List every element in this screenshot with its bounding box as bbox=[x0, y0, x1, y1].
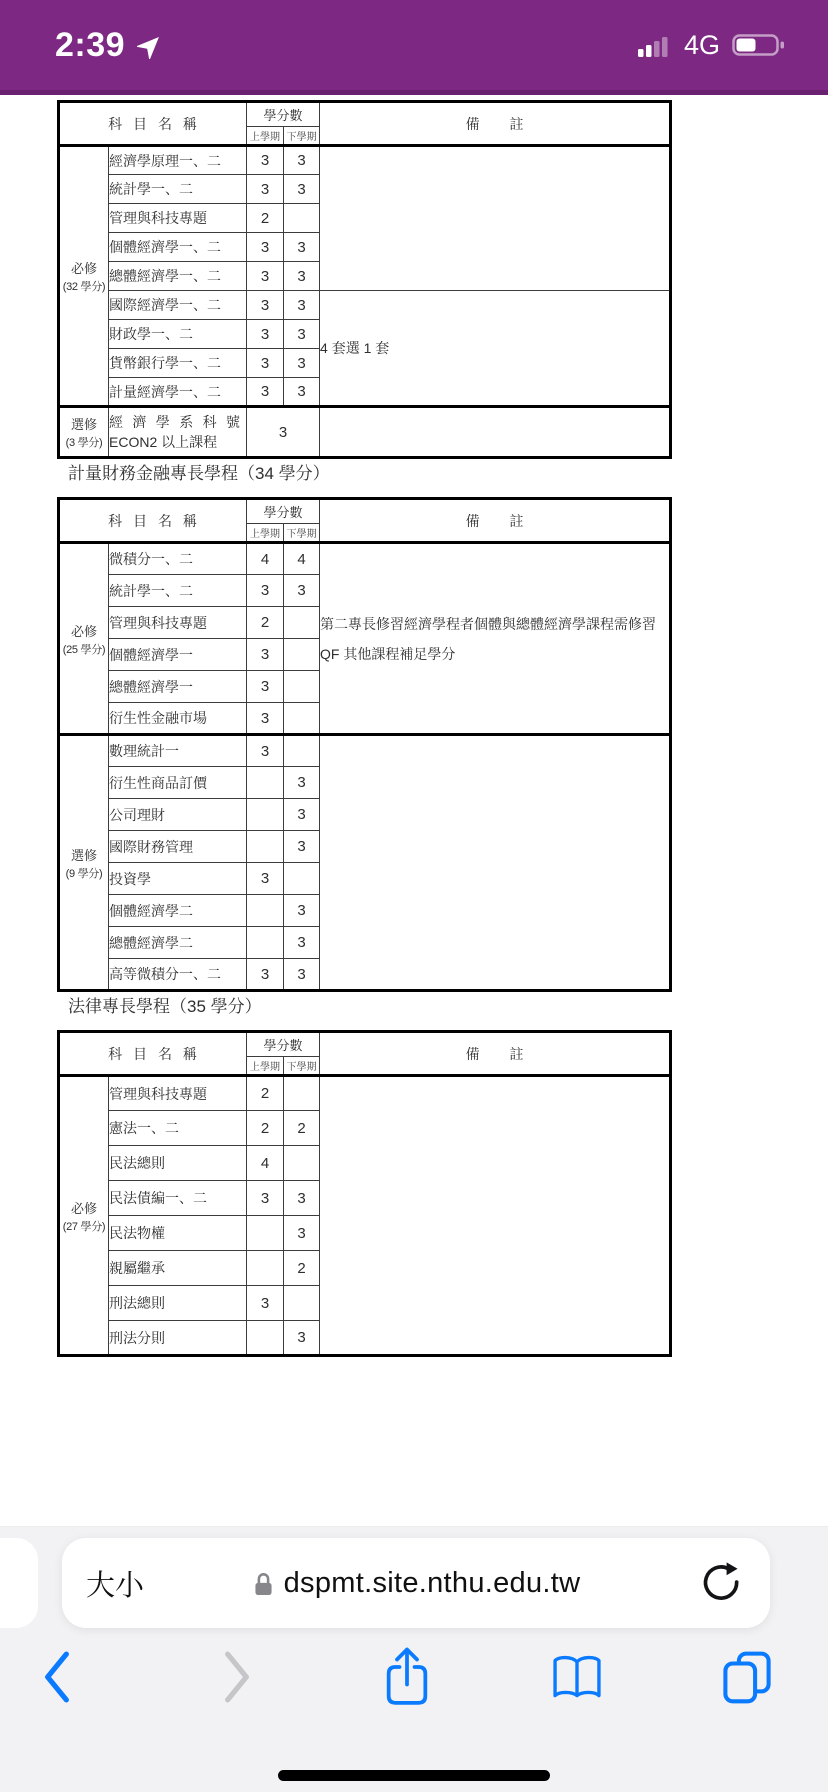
group-label-cell bbox=[59, 543, 109, 735]
group-credit-total: (25 學分) bbox=[62, 643, 106, 656]
header-subject: 科 目 名 稱 bbox=[59, 499, 247, 543]
course-name-cell: 數理統計一 bbox=[109, 735, 247, 767]
table-row bbox=[59, 543, 671, 575]
credit-cell-sem1 bbox=[247, 1251, 284, 1286]
lock-icon bbox=[252, 1569, 275, 1598]
credit-cell-sem1: 3 bbox=[247, 291, 284, 320]
credit-cell-sem1: 2 bbox=[247, 1111, 284, 1146]
header-subject: 科 目 名 稱 bbox=[59, 1032, 247, 1076]
credit-cell-sem1: 2 bbox=[247, 204, 284, 233]
network-type-label: 4G bbox=[683, 29, 720, 60]
header-semester-2: 下學期 bbox=[284, 1057, 320, 1076]
signal-icon bbox=[638, 33, 672, 57]
credit-cell-sem2: 3 bbox=[284, 378, 320, 407]
credit-cell-sem1: 2 bbox=[247, 607, 284, 639]
share-icon bbox=[382, 1645, 432, 1709]
course-name-cell: 經濟學原理一、二 bbox=[109, 146, 247, 175]
bookmarks-icon bbox=[550, 1651, 604, 1703]
forward-icon bbox=[221, 1650, 253, 1704]
forward-button[interactable] bbox=[207, 1645, 267, 1709]
course-name-cell: 公司理財 bbox=[109, 799, 247, 831]
credit-cell-sem2 bbox=[284, 671, 320, 703]
credit-cell-sem1: 3 bbox=[247, 262, 284, 291]
course-name-cell: 民法物權 bbox=[109, 1216, 247, 1251]
header-semester-1: 上學期 bbox=[247, 1057, 284, 1076]
status-bar-right bbox=[638, 30, 788, 61]
credit-cell-sem2: 3 bbox=[284, 233, 320, 262]
course-name-cell: 總體經濟學二 bbox=[109, 927, 247, 959]
course-name-cell: 衍生性商品訂價 bbox=[109, 767, 247, 799]
credit-cell-sem2: 2 bbox=[284, 1251, 320, 1286]
group-label: 選修 bbox=[70, 847, 97, 863]
table-header bbox=[59, 102, 671, 146]
course-name-cell: 管理與科技專題 bbox=[109, 607, 247, 639]
course-name-cell: 總體經濟學一 bbox=[109, 671, 247, 703]
tabs-button[interactable] bbox=[717, 1645, 777, 1709]
course-name-cell: 經 濟 學 系 科 號 ECON2 以上課程 bbox=[109, 407, 247, 458]
credit-cell-sem1: 3 bbox=[247, 146, 284, 175]
clock: 2:39 bbox=[55, 25, 126, 64]
credit-cell-sem2: 3 bbox=[284, 575, 320, 607]
credit-cell-sem2: 3 bbox=[284, 291, 320, 320]
course-name-cell: 管理與科技專題 bbox=[109, 204, 247, 233]
group-credit-total: (3 學分) bbox=[65, 437, 103, 449]
reload-icon bbox=[700, 1561, 744, 1605]
credit-cell-sem1: 3 bbox=[247, 233, 284, 262]
header-semester-1: 上學期 bbox=[247, 524, 284, 543]
group-label: 選修 bbox=[70, 417, 97, 432]
table-header bbox=[59, 499, 671, 543]
credit-cell-sem1: 3 bbox=[247, 1286, 284, 1321]
credit-cell-sem2: 3 bbox=[284, 927, 320, 959]
back-button[interactable] bbox=[27, 1645, 87, 1709]
header-credits: 學分數 bbox=[247, 102, 320, 127]
credit-cell-sem2 bbox=[284, 863, 320, 895]
credit-cell-sem2 bbox=[284, 703, 320, 735]
credit-cell-sem2: 3 bbox=[284, 1321, 320, 1356]
credit-cell-sem2 bbox=[284, 607, 320, 639]
section-title: 法律專長學程（35 學分） bbox=[68, 997, 262, 1016]
credit-cell-sem2: 3 bbox=[284, 767, 320, 799]
back-icon bbox=[41, 1650, 73, 1704]
credit-cell-sem1 bbox=[247, 799, 284, 831]
status-bar-left bbox=[55, 26, 164, 65]
credit-cell-sem1: 3 bbox=[247, 1181, 284, 1216]
credit-cell-sem2: 3 bbox=[284, 1181, 320, 1216]
credit-cell-sem2 bbox=[284, 1146, 320, 1181]
address-bar[interactable] bbox=[62, 1538, 770, 1628]
credit-cell-sem2: 2 bbox=[284, 1111, 320, 1146]
credit-cell-sem1: 3 bbox=[247, 671, 284, 703]
course-name-cell: 貨幣銀行學一、二 bbox=[109, 349, 247, 378]
course-name-cell: 憲法一、二 bbox=[109, 1111, 247, 1146]
course-name-cell: 國際財務管理 bbox=[109, 831, 247, 863]
course-name-cell: 個體經濟學二 bbox=[109, 895, 247, 927]
credit-cell-sem1: 3 bbox=[247, 863, 284, 895]
credit-cell-sem1: 3 bbox=[247, 703, 284, 735]
tabs-icon bbox=[720, 1649, 774, 1705]
credit-cell-sem2: 4 bbox=[284, 543, 320, 575]
group-label-cell bbox=[59, 735, 109, 991]
group-credit-total: (32 學分) bbox=[62, 281, 106, 293]
credit-cell-sem1: 3 bbox=[247, 349, 284, 378]
course-name-cell: 財政學一、二 bbox=[109, 320, 247, 349]
credit-cell-sem1 bbox=[247, 831, 284, 863]
course-name-cell: 統計學一、二 bbox=[109, 575, 247, 607]
table-row bbox=[59, 1076, 671, 1111]
credit-cell-sem1 bbox=[247, 927, 284, 959]
header-subject: 科 目 名 稱 bbox=[59, 102, 247, 146]
credit-cell-sem1 bbox=[247, 895, 284, 927]
credit-cell-sem1 bbox=[247, 1321, 284, 1356]
credit-cell-sem2 bbox=[284, 1076, 320, 1111]
location-arrow-icon bbox=[137, 32, 164, 59]
group-label-cell bbox=[59, 1076, 109, 1356]
group-credit-total: (27 學分) bbox=[62, 1220, 106, 1233]
battery-icon bbox=[732, 31, 788, 59]
credit-cell-sem2: 3 bbox=[284, 895, 320, 927]
section-title: 計量財務金融專長學程（34 學分） bbox=[68, 464, 330, 483]
url-text[interactable]: dspmt.site.nthu.edu.tw bbox=[283, 1566, 581, 1599]
credit-cell-sem2: 3 bbox=[284, 349, 320, 378]
table-header bbox=[59, 1032, 671, 1076]
credit-cell-sem2: 3 bbox=[284, 799, 320, 831]
web-page-content bbox=[57, 100, 673, 1357]
group-label: 必修 bbox=[70, 1200, 97, 1216]
header-remark: 備 註 bbox=[320, 102, 671, 146]
credit-cell-sem1 bbox=[247, 767, 284, 799]
credit-cell-sem1: 3 bbox=[247, 378, 284, 407]
credit-cell-sem2 bbox=[284, 639, 320, 671]
group-label: 必修 bbox=[70, 261, 97, 276]
course-name-cell: 統計學一、二 bbox=[109, 175, 247, 204]
course-name-cell: 民法總則 bbox=[109, 1146, 247, 1181]
text-size-button[interactable]: 大小 bbox=[86, 1569, 145, 1602]
course-name-cell: 總體經濟學一、二 bbox=[109, 262, 247, 291]
credit-cell-sem1: 2 bbox=[247, 1076, 284, 1111]
previous-tab-preview[interactable] bbox=[0, 1538, 38, 1628]
credit-cell-sem1: 3 bbox=[247, 959, 284, 991]
credit-cell-sem2: 3 bbox=[284, 320, 320, 349]
credit-cell-sem2: 3 bbox=[284, 146, 320, 175]
remark-cell bbox=[320, 735, 671, 991]
remark-cell bbox=[320, 146, 671, 291]
credit-cell-sem2: 3 bbox=[284, 1216, 320, 1251]
credit-cell-sem1 bbox=[247, 1216, 284, 1251]
group-label: 必修 bbox=[70, 623, 97, 639]
group-label-cell bbox=[59, 407, 109, 458]
remark-cell: 4 套選 1 套 bbox=[320, 291, 671, 407]
credit-cell-sem2: 3 bbox=[284, 831, 320, 863]
credit-cell-sem2: 3 bbox=[284, 959, 320, 991]
course-name-cell: 親屬繼承 bbox=[109, 1251, 247, 1286]
url-display[interactable] bbox=[212, 1567, 620, 1600]
course-name-cell: 管理與科技專題 bbox=[109, 1076, 247, 1111]
course-table bbox=[57, 1030, 672, 1357]
share-button[interactable] bbox=[377, 1645, 437, 1709]
course-name-cell: 國際經濟學一、二 bbox=[109, 291, 247, 320]
header-credits: 學分數 bbox=[247, 1032, 320, 1057]
header-semester-2: 下學期 bbox=[284, 524, 320, 543]
status-bar bbox=[0, 0, 828, 95]
course-table bbox=[57, 100, 672, 459]
course-name-cell: 個體經濟學一 bbox=[109, 639, 247, 671]
credit-cell-sem1: 3 bbox=[247, 735, 284, 767]
credit-cell-sem1: 3 bbox=[247, 320, 284, 349]
credit-cell-sem2 bbox=[284, 735, 320, 767]
group-label-cell bbox=[59, 146, 109, 407]
course-name-cell: 高等微積分一、二 bbox=[109, 959, 247, 991]
header-remark: 備 註 bbox=[320, 1032, 671, 1076]
course-name-cell: 刑法分則 bbox=[109, 1321, 247, 1356]
course-name-cell: 衍生性金融市場 bbox=[109, 703, 247, 735]
course-name-cell: 個體經濟學一、二 bbox=[109, 233, 247, 262]
course-name-cell: 計量經濟學一、二 bbox=[109, 378, 247, 407]
table-row bbox=[59, 407, 671, 458]
credit-cell-sem1: 4 bbox=[247, 1146, 284, 1181]
header-semester-1: 上學期 bbox=[247, 127, 284, 146]
credit-cell-sem1: 4 bbox=[247, 543, 284, 575]
course-table bbox=[57, 497, 672, 992]
credit-cell-sem1: 3 bbox=[247, 575, 284, 607]
remark-cell bbox=[320, 1076, 671, 1356]
credit-cell-sem2: 3 bbox=[284, 262, 320, 291]
remark-cell bbox=[320, 407, 671, 458]
credit-cell-sem2 bbox=[284, 204, 320, 233]
home-indicator[interactable] bbox=[278, 1770, 550, 1781]
course-name-cell: 刑法總則 bbox=[109, 1286, 247, 1321]
browser-bottom-bar bbox=[0, 1527, 828, 1792]
table-row bbox=[59, 735, 671, 767]
header-semester-2: 下學期 bbox=[284, 127, 320, 146]
header-remark: 備 註 bbox=[320, 499, 671, 543]
course-name-cell: 民法債編一、二 bbox=[109, 1181, 247, 1216]
credit-cell-sem2: 3 bbox=[284, 175, 320, 204]
credit-cell-merged: 3 bbox=[247, 407, 320, 458]
course-name-cell: 投資學 bbox=[109, 863, 247, 895]
credit-cell-sem2 bbox=[284, 1286, 320, 1321]
reload-button[interactable] bbox=[620, 1561, 770, 1605]
header-credits: 學分數 bbox=[247, 499, 320, 524]
credit-cell-sem1: 3 bbox=[247, 175, 284, 204]
course-name-cell: 微積分一、二 bbox=[109, 543, 247, 575]
browser-toolbar bbox=[0, 1645, 828, 1721]
credit-cell-sem1: 3 bbox=[247, 639, 284, 671]
group-credit-total: (9 學分) bbox=[65, 867, 103, 880]
remark-cell: 第二專長修習經濟學程者個體與總體經濟學課程需修習QF 其他課程補足學分 bbox=[320, 543, 671, 735]
bookmarks-button[interactable] bbox=[547, 1645, 607, 1709]
table-row bbox=[59, 146, 671, 175]
table-row bbox=[59, 291, 671, 320]
